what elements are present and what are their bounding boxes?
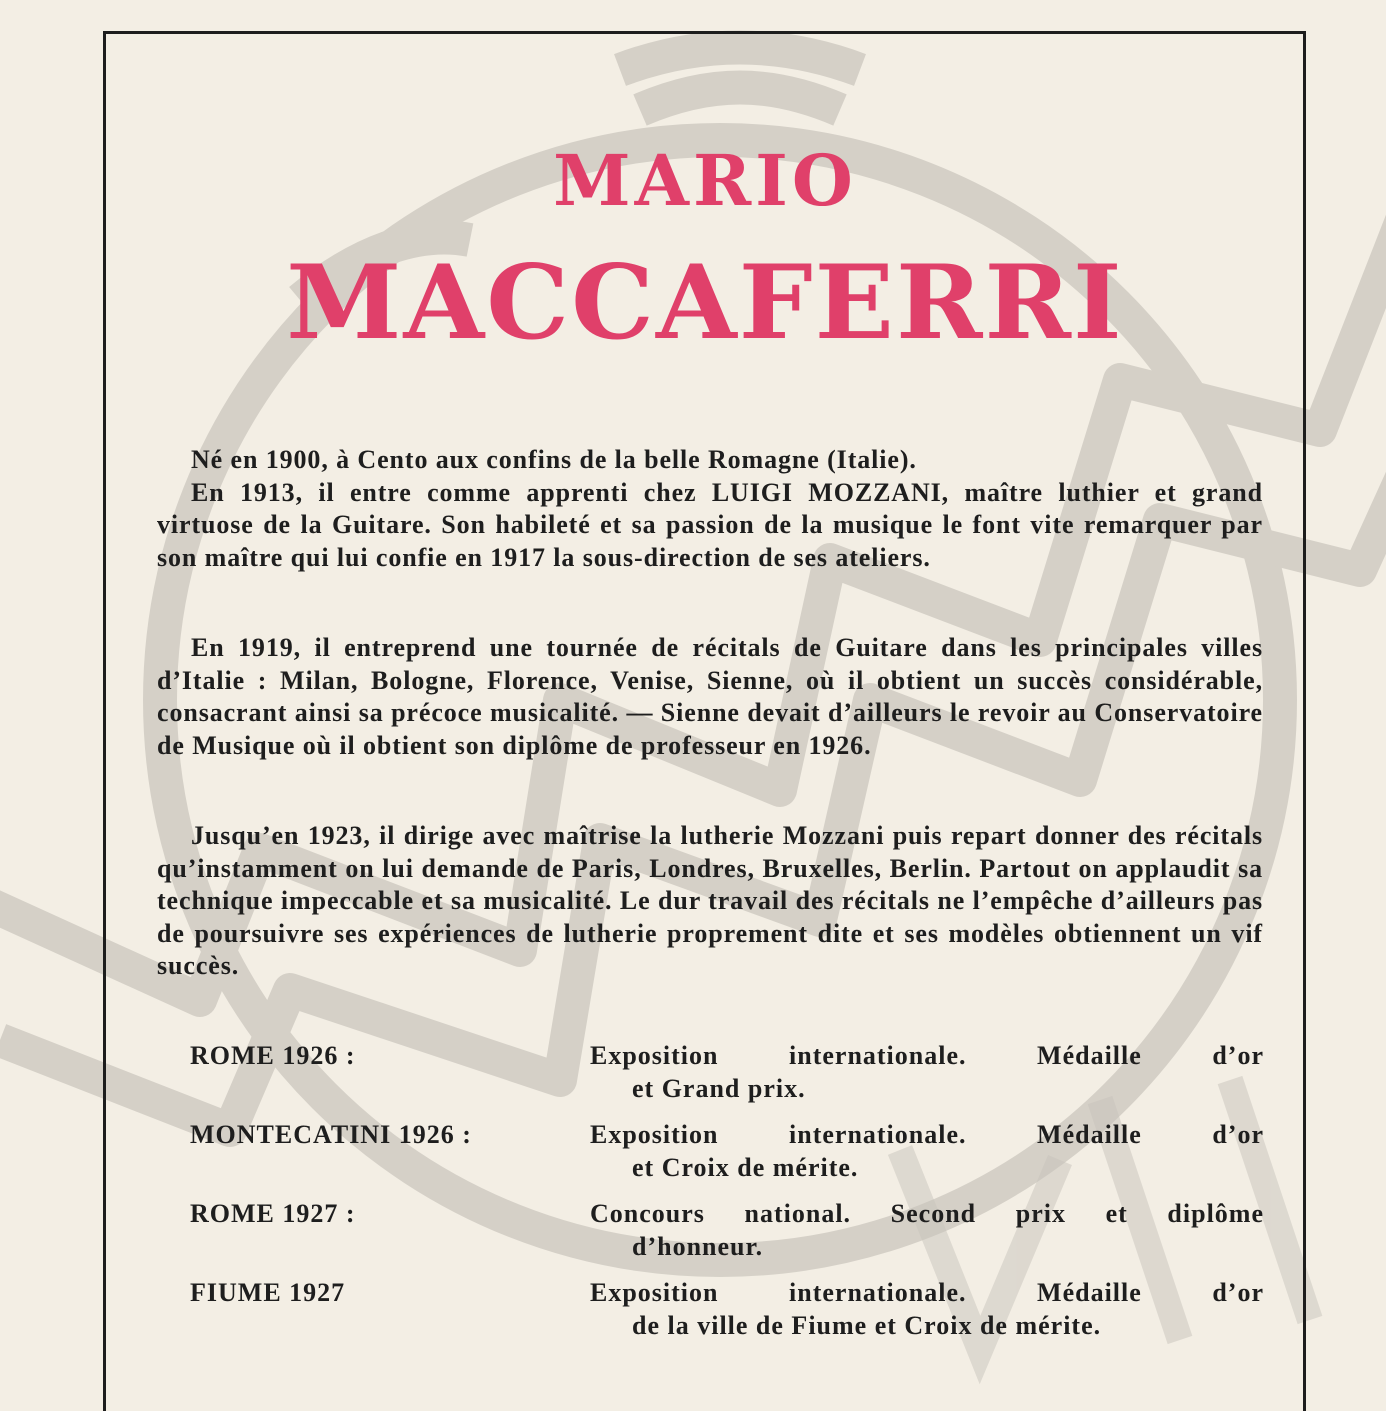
award-place: ROME 1926 :: [190, 1041, 356, 1070]
award-description-line1: Exposition internationale. Médaille d’or: [590, 1278, 1264, 1307]
award-item: [190, 1277, 1264, 1342]
award-description: [590, 1277, 1264, 1342]
award-description-line1: Concours national. Second prix et diplôme: [590, 1199, 1264, 1228]
award-description: [590, 1198, 1264, 1263]
title-first-name: MARIO: [553, 139, 857, 222]
award-place: ROME 1927 :: [190, 1199, 356, 1228]
award-item: [190, 1198, 1264, 1263]
paragraph-line: Né en 1900, à Cento aux confins de la belle Romagne (Italie).: [191, 445, 917, 474]
award-description-line2: et Grand prix.: [632, 1073, 806, 1103]
award-description: [590, 1040, 1264, 1105]
paragraph-mozzani-lutherie: [157, 820, 1263, 983]
award-description: [590, 1119, 1264, 1184]
award-description-line2: d’honneur.: [632, 1231, 764, 1261]
paragraph-recital-tour: [157, 632, 1263, 762]
paragraph-line: En 1913, il entre comme apprenti chez LUIGI MOZZANI, maître luthier et grand virtuose de la Guitare. Son habileté et sa passion de la musique le font vite remarquer par son maître qui lui confie en 1917 la sous-direction de ses ateliers.: [157, 477, 1263, 572]
award-description-line2: de la ville de Fiume et Croix de mérite.: [632, 1310, 1102, 1340]
award-description-line1: Exposition internationale. Médaille d’or: [590, 1041, 1264, 1070]
award-place: FIUME 1927: [190, 1278, 346, 1307]
award-place: MONTECATINI 1926 :: [190, 1120, 472, 1149]
paragraph-line: Jusqu’en 1923, il dirige avec maîtrise la lutherie Mozzani puis repart donner des récitals qu’instamment on lui demande de Paris, Londres, Bruxelles, Berlin. Partout on applaudit sa technique impeccable et sa musicalité. Le dur travail des récitals ne l’empêche d’ailleurs pas de poursuivre ses expériences de lutherie proprement dite et ses modèles obtiennent un vif succès.: [157, 821, 1263, 980]
award-item: [190, 1119, 1264, 1184]
award-description-line2: et Croix de mérite.: [632, 1152, 859, 1182]
paragraph-line: En 1919, il entreprend une tournée de récitals de Guitare dans les principales villes d’Italie : Milan, Bologne, Florence, Venise, Sienne, où il obtient un succès considérable, consacrant ainsi sa précoce musicalité. — Sienne devait d’ailleurs le revoir au Conservatoire de Musique où il obtient son diplôme de professeur en 1926.: [157, 633, 1263, 760]
award-item: [190, 1040, 1264, 1105]
award-description-line1: Exposition internationale. Médaille d’or: [590, 1120, 1264, 1149]
awards-list: [190, 1040, 1264, 1356]
title-last-name: MACCAFERRI: [286, 243, 1124, 363]
paragraph-birth-apprentice: [157, 444, 1263, 574]
